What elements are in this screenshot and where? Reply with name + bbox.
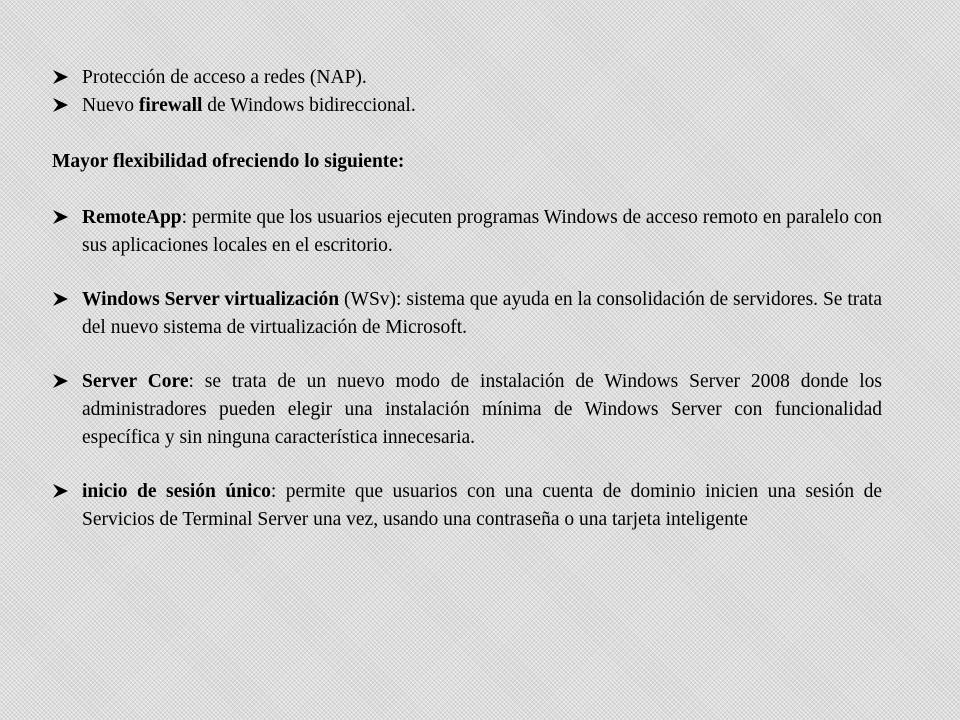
feature-desc: (WSv): sistema que ayuda en la consolidación de servidores. Se trata del nuevo sistema de virtualización de Microsoft.	[82, 289, 882, 338]
bullet-firewall	[52, 92, 882, 120]
bullet-nap	[52, 64, 882, 92]
bullet-text-bold: firewall	[138, 95, 203, 116]
arrow-bullet-icon	[52, 96, 70, 114]
feature-title: Server Core	[82, 371, 189, 392]
feature-title: Windows Server virtualización	[82, 289, 340, 310]
feature-desc: : permite que usuarios con una cuenta de dominio inicien una sesión de Servicios de Terminal Server una vez, usando una contraseña o una tarjeta inteligente	[82, 481, 882, 530]
arrow-bullet-icon	[52, 290, 70, 308]
feature-desc: : se trata de un nuevo modo de instalación de Windows Server 2008 donde los administradores pueden elegir una instalación mínima de Windows Server con funcionalidad específica y sin ninguna característica innecesaria.	[82, 371, 882, 448]
feature-server-core	[52, 368, 882, 452]
section-heading: Mayor flexibilidad ofreciendo lo siguiente:	[52, 151, 405, 172]
arrow-bullet-icon	[52, 68, 70, 86]
spacer	[52, 176, 882, 204]
bullet-text: Protección de acceso a redes (NAP).	[82, 67, 367, 88]
bullet-text-post: de Windows bidireccional.	[202, 95, 416, 116]
arrow-bullet-icon	[52, 208, 70, 226]
spacer	[52, 260, 882, 286]
bullet-text-pre: Nuevo	[82, 95, 139, 116]
spacer	[52, 120, 882, 148]
feature-title: RemoteApp	[82, 207, 182, 228]
arrow-bullet-icon	[52, 372, 70, 390]
feature-desc: : permite que los usuarios ejecuten programas Windows de acceso remoto en paralelo con sus aplicaciones locales en el escritorio.	[82, 207, 882, 256]
feature-sso	[52, 478, 882, 534]
spacer	[52, 452, 882, 478]
slide-content	[52, 64, 882, 534]
feature-title: inicio de sesión único	[82, 481, 271, 502]
spacer	[52, 342, 882, 368]
feature-wsv	[52, 286, 882, 342]
feature-remoteapp	[52, 204, 882, 260]
arrow-bullet-icon	[52, 482, 70, 500]
